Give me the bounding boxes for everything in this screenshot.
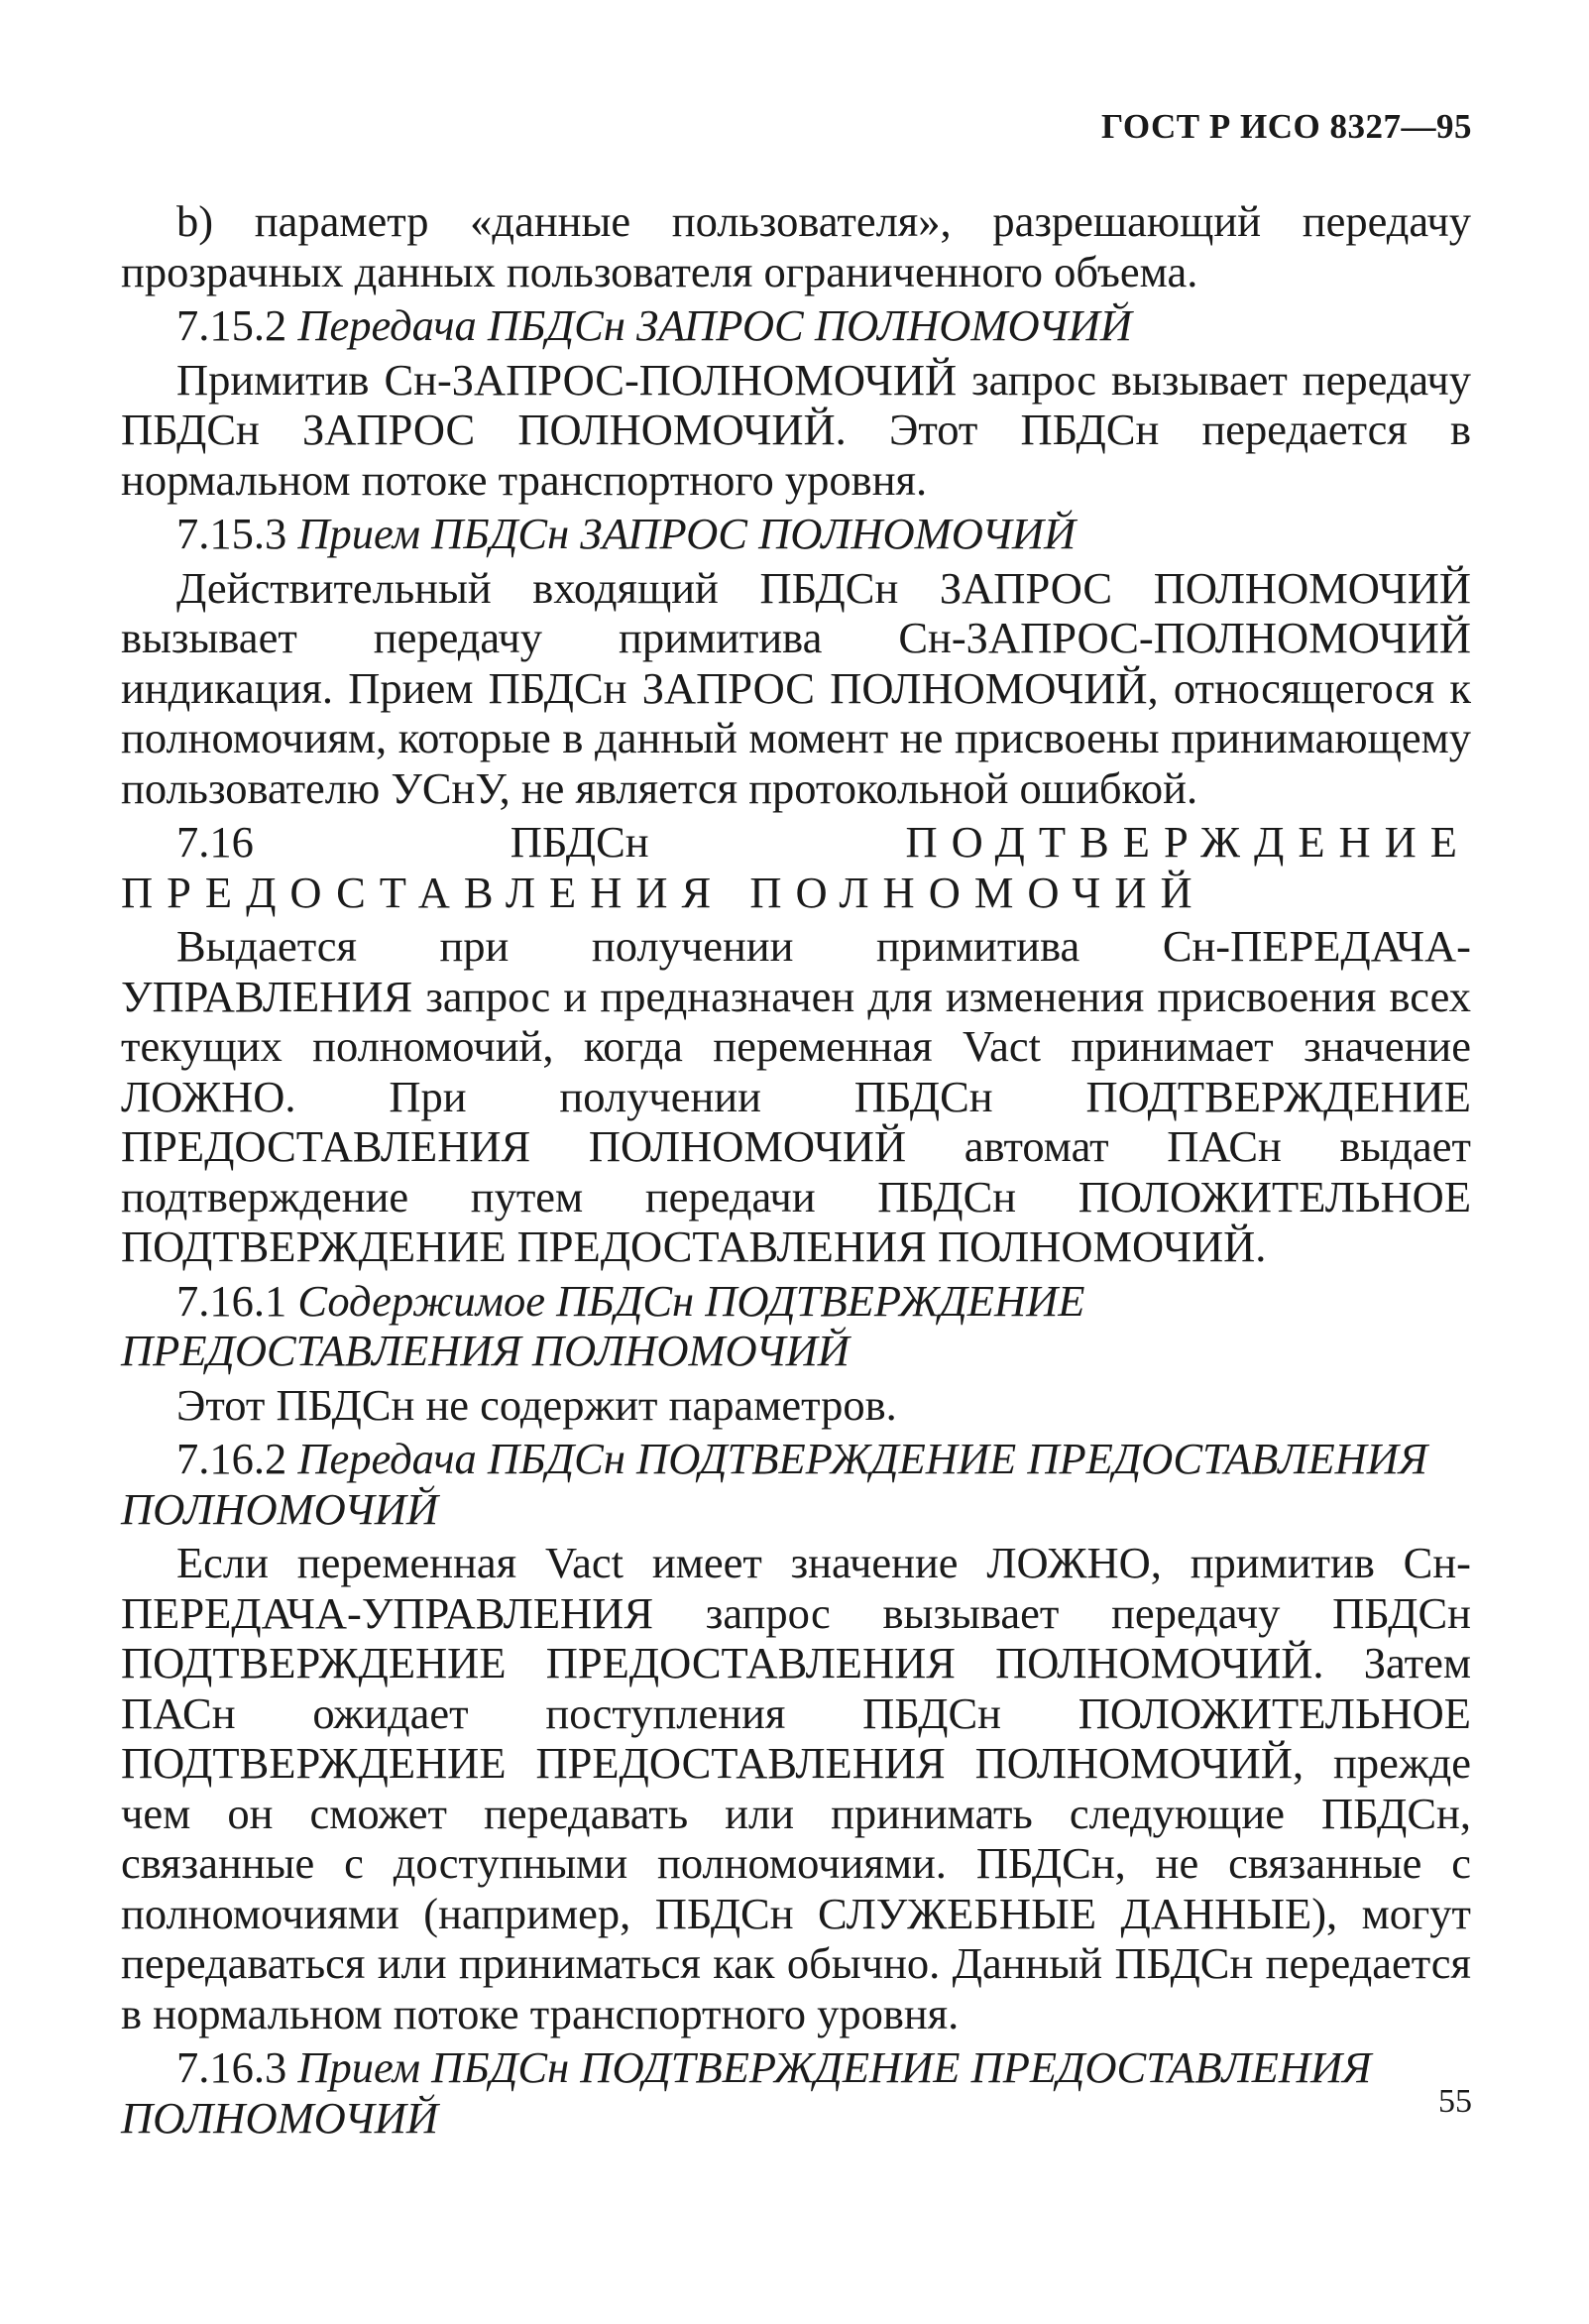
standard-designation: ГОСТ Р ИСО 8327—95 — [1100, 107, 1472, 146]
paragraph-7-16-1: Этот ПБДСн не содержит параметров. — [176, 1379, 897, 1430]
section-title: Передача ПБДСн ПОДТВЕРЖДЕНИЕ ПРЕДОСТАВЛЕНИЯ ПОЛНОМОЧИЙ — [121, 1434, 1428, 1534]
page-header — [1101, 107, 1472, 147]
heading-7-16 — [121, 817, 1471, 917]
section-title: Содержимое ПБДСн ПОДТВЕРЖДЕНИЕ ПРЕДОСТАВЛЕНИЯ ПОЛНОМОЧИЙ — [121, 1275, 1085, 1375]
heading-7-16-2 — [121, 1434, 1471, 1534]
paragraph-7-16-2: Если переменная Vact имеет значение ЛОЖНО, примитив Сн-ПЕРЕДАЧА-УПРАВЛЕНИЯ запрос вызывает передачу ПБДСн ПОДТВЕРЖДЕНИЕ ПРЕДОСТАВЛЕНИЯ ПОЛНОМОЧИЙ. Затем ПАСн ожидает поступления ПБДСн ПОЛОЖИТЕЛЬНОЕ ПОДТВЕРЖДЕНИЕ ПРЕДОСТАВЛЕНИЯ ПОЛНОМОЧИЙ, прежде чем он сможет передавать или принимать следующие ПБДСн, связанные с доступными полномочиями. ПБДСн, не связанные с полномочиями (например, ПБДСн СЛУЖЕБНЫЕ ДАННЫЕ), могут передаваться или приниматься как обычно. Данный ПБДСн передается в нормальном потоке транспортного уровня. — [121, 1538, 1471, 2038]
heading-7-16-1 — [121, 1276, 1471, 1376]
heading-7-15-2 — [121, 300, 1471, 351]
section-title: Передача ПБДСн ЗАПРОС ПОЛНОМОЧИЙ — [297, 300, 1132, 350]
section-title: Прием ПБДСн ПОДТВЕРЖДЕНИЕ ПРЕДОСТАВЛЕНИЯ ПОЛНОМОЧИЙ — [121, 2042, 1372, 2143]
page-number: 55 — [1438, 2083, 1472, 2120]
paragraph-7-16: Выдается при получении примитива Сн-ПЕРЕДАЧА-УПРАВЛЕНИЯ запрос и предназначен для изменения присвоения всех текущих полномочий, когда переменная Vact принимает значение ЛОЖНО. При получении ПБДСн ПОДТВЕРЖДЕНИЕ ПРЕДОСТАВЛЕНИЯ ПОЛНОМОЧИЙ автомат ПАСн выдает подтверждение путем передачи ПБДСн ПОЛОЖИТЕЛЬНОЕ ПОДТВЕРЖДЕНИЕ ПРЕДОСТАВЛЕНИЯ ПОЛНОМОЧИЙ. — [121, 921, 1471, 1271]
section-number: 7.15.2 — [176, 300, 287, 350]
section-title: ПОДТВЕРЖДЕНИЕ ПРЕДОСТАВЛЕНИЯ ПОЛНОМОЧИЙ — [121, 817, 1471, 917]
page-content — [121, 196, 1471, 2147]
paragraph-7-15-2: Примитив Сн-ЗАПРОС-ПОЛНОМОЧИЙ запрос вызывает передачу ПБДСн ЗАПРОС ПОЛНОМОЧИЙ. Этот ПБДСн передается в нормальном потоке транспортного уровня. — [121, 354, 1471, 505]
section-number: 7.16.1 — [176, 1275, 287, 1326]
section-number: 7.16 ПБДСн — [176, 817, 649, 867]
section-number: 7.16.3 — [176, 2042, 287, 2092]
paragraph-7-15-3: Действительный входящий ПБДСн ЗАПРОС ПОЛНОМОЧИЙ вызывает передачу примитива Сн-ЗАПРОС-ПОЛНОМОЧИЙ индикация. Прием ПБДСн ЗАПРОС ПОЛНОМОЧИЙ, относящегося к полномочиям, которые в данный момент не присвоены принимающему пользователю УСнУ, не является протокольной ошибкой. — [121, 562, 1471, 813]
heading-7-15-3 — [121, 509, 1471, 559]
heading-7-16-3 — [121, 2042, 1471, 2143]
section-number: 7.16.2 — [176, 1434, 287, 1483]
paragraph-7-15-1-b: b) параметр «данные пользователя», разрешающий передачу прозрачных данных пользователя ограниченного объема. — [121, 196, 1471, 296]
section-number: 7.15.3 — [176, 509, 287, 558]
section-title: Прием ПБДСн ЗАПРОС ПОЛНОМОЧИЙ — [297, 509, 1077, 558]
